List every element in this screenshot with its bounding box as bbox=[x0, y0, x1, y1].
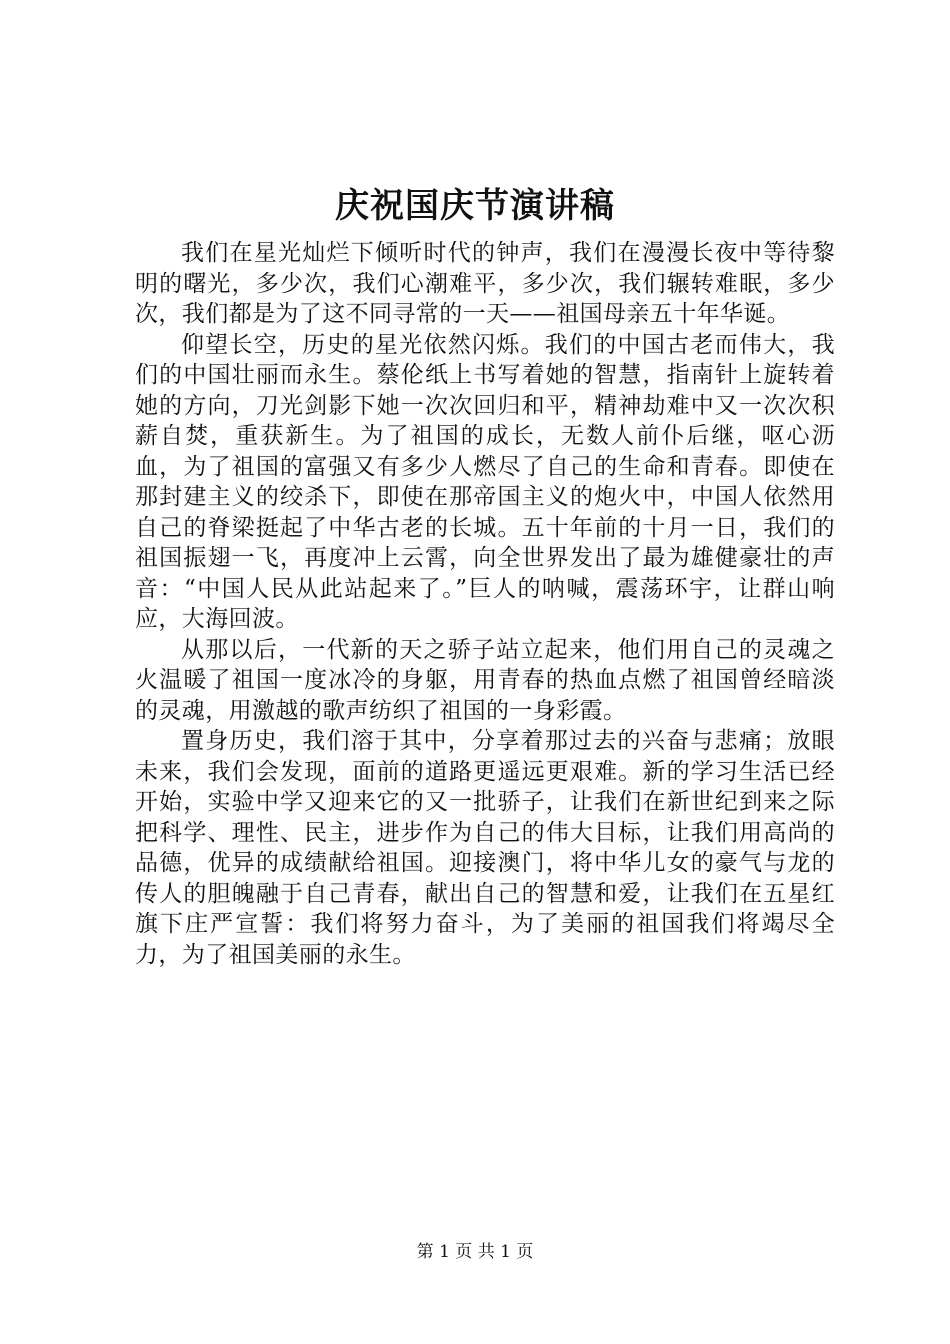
page-number-footer: 第 1 页 共 1 页 bbox=[416, 1242, 534, 1262]
paragraph-3: 从那以后，一代新的天之骄子站立起来，他们用自己的灵魂之火温暖了祖国一度冰冷的身躯，用青春的热血点燃了祖国曾经暗淡的灵魂，用激越的歌声纺织了祖国的一身彩霞。 bbox=[135, 636, 835, 724]
document-title: 庆祝国庆节演讲稿 bbox=[335, 186, 615, 226]
document-body bbox=[135, 238, 835, 970]
paragraph-2: 仰望长空，历史的星光依然闪烁。我们的中国古老而伟大，我们的中国壮丽而永生。蔡伦纸上书写着她的智慧，指南针上旋转着她的方向，刀光剑影下她一次次回归和平，精神劫难中又一次次积薪自焚，重获新生。为了祖国的成长，无数人前仆后继，呕心沥血，为了祖国的富强又有多少人燃尽了自己的生命和青春。即使在那封建主义的绞杀下，即使在那帝国主义的炮火中，中国人依然用自己的脊梁挺起了中华古老的长城。五十年前的十月一日，我们的祖国振翅一飞，再度冲上云霄，向全世界发出了最为雄健豪壮的声音：“中国人民从此站起来了。”巨人的呐喊，震荡环宇，让群山响应，大海回波。 bbox=[135, 331, 835, 632]
paragraph-1: 我们在星光灿烂下倾听时代的钟声，我们在漫漫长夜中等待黎明的曙光，多少次，我们心潮难平，多少次，我们辗转难眠，多少次，我们都是为了这不同寻常的一天——祖国母亲五十年华诞。 bbox=[135, 240, 835, 327]
paragraph-4: 置身历史，我们溶于其中，分享着那过去的兴奋与悲痛；放眼未来，我们会发现，面前的道路更遥远更艰难。新的学习生活已经开始，实验中学又迎来它的又一批骄子，让我们在新世纪到来之际把科学、理性、民主，进步作为自己的伟大目标，让我们用高尚的品德，优异的成绩献给祖国。迎接澳门，将中华儿女的豪气与龙的传人的胆魄融于自己青春，献出自己的智慧和爱，让我们在五星红旗下庄严宣誓：我们将努力奋斗，为了美丽的祖国我们将竭尽全力，为了祖国美丽的永生。 bbox=[135, 728, 835, 968]
